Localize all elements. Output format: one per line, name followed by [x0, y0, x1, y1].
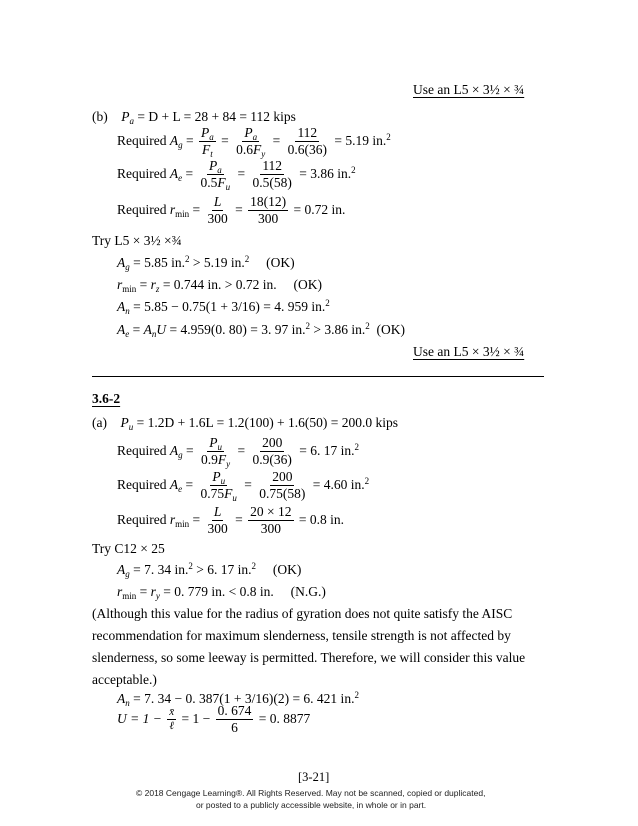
problem-note-1: (Although this value for the radius of gyration does not quite satisfy the AISC	[92, 606, 513, 621]
part-b-check-rmin: $r_{min} = r_z = 0.744$ in. > 0.72 in. (OK)	[117, 277, 323, 294]
part-b-line1: (b) $P_a = D + L = 28 + 84 = 112$ kips	[92, 109, 296, 126]
part-b-answer: Use an L5 × 3½ × ¾	[413, 344, 525, 359]
part-b-try: Try L5 × 3½ ×¾	[92, 233, 182, 248]
part-b-required-ag: Required $A_g$ = $\frac{P_a}{F_t}$ = $\frac{P_a}{0.6F_y}$ = $\frac{112}{0.6(36)}$ = 5.19 in.$^2$	[117, 125, 391, 160]
part-b-check-ae: $A_e = A_nU = 4.959(0$. 80) = 3. 97 in.$^2$ > 3.86 in.$^2$ (OK)	[117, 321, 405, 339]
problem-line1: (a) $P_u = 1.2D + 1.6L = 1.2(100) + 1.6(50) = 200.0$ kips	[92, 415, 399, 432]
problem-note-2: recommendation for maximum slenderness, tensile strength is not affected by	[92, 628, 511, 643]
part-b-check-ag: $A_g = 5.85$ in.$^2$ > 5.19 in.$^2$ (OK)	[117, 254, 295, 272]
problem-check-rmin: $r_{min} = r_y = 0$. 779 in. < 0.8 in. (N.G.)	[117, 584, 326, 601]
problem-an-line: $A_n = 7$. 34 − 0. 387(1 + 3/16)(2) = 6. 421 in.$^2$	[117, 690, 359, 708]
copyright-line-1: © 2018 Cengage Learning®. All Rights Reserved. May not be scanned, copied or duplicated,	[136, 788, 486, 798]
problem-required-ae: Required $A_e$ = $\frac{P_u}{0.75F_u}$ = $\frac{200}{0.75(58)}$ = 4.60 in.$^2$	[117, 469, 370, 504]
problem-required-rmin: Required $r_{min}$ = $\frac{L}{300}$ = $\frac{20 \times 12}{300}$ = 0.8 in.	[117, 504, 345, 537]
problem-note-4: acceptable.)	[92, 672, 157, 687]
copyright-line-2: or posted to a publicly accessible website, in whole or in part.	[196, 800, 427, 810]
problem-check-ag: $A_g = 7$. 34 in.$^2$ > 6. 17 in.$^2$ (OK)	[117, 561, 302, 579]
part-b-label: (b)	[92, 109, 108, 124]
problem-required-ag: Required $A_g$ = $\frac{P_u}{0.9F_y}$ = $\frac{200}{0.9(36)}$ = 6. 17 in.$^2$	[117, 435, 359, 470]
part-b-required-rmin: Required $r_{min}$ = $\frac{L}{300}$ = $\frac{18(12)}{300}$ = 0.72 in.	[117, 194, 346, 227]
part-b-check-an: $A_n = 5.85 - 0.75(1 + 3/16) = 4$. 959 in.$^2$	[117, 298, 330, 316]
top-answer: Use an L5 × 3½ × ¾	[413, 82, 525, 97]
problem-note-3: slenderness, so some leeway is permitted. Therefore, we will consider this value	[92, 650, 526, 665]
problem-u-line: U = 1 − $\frac{x̄}{\text{ℓ}}$ = 1 − $\frac{0. 674}{6}$ = 0. 8877	[117, 703, 311, 736]
part-b-required-ae: Required $A_e$ = $\frac{P_a}{0.5F_u}$ = $\frac{112}{0.5(58)}$ = 3.86 in.$^2$	[117, 158, 356, 193]
problem-number: 3.6-2	[92, 391, 121, 406]
problem-try: Try C12 × 25	[92, 541, 165, 556]
page-number: [3-21]	[298, 770, 330, 784]
section-divider	[92, 376, 544, 377]
